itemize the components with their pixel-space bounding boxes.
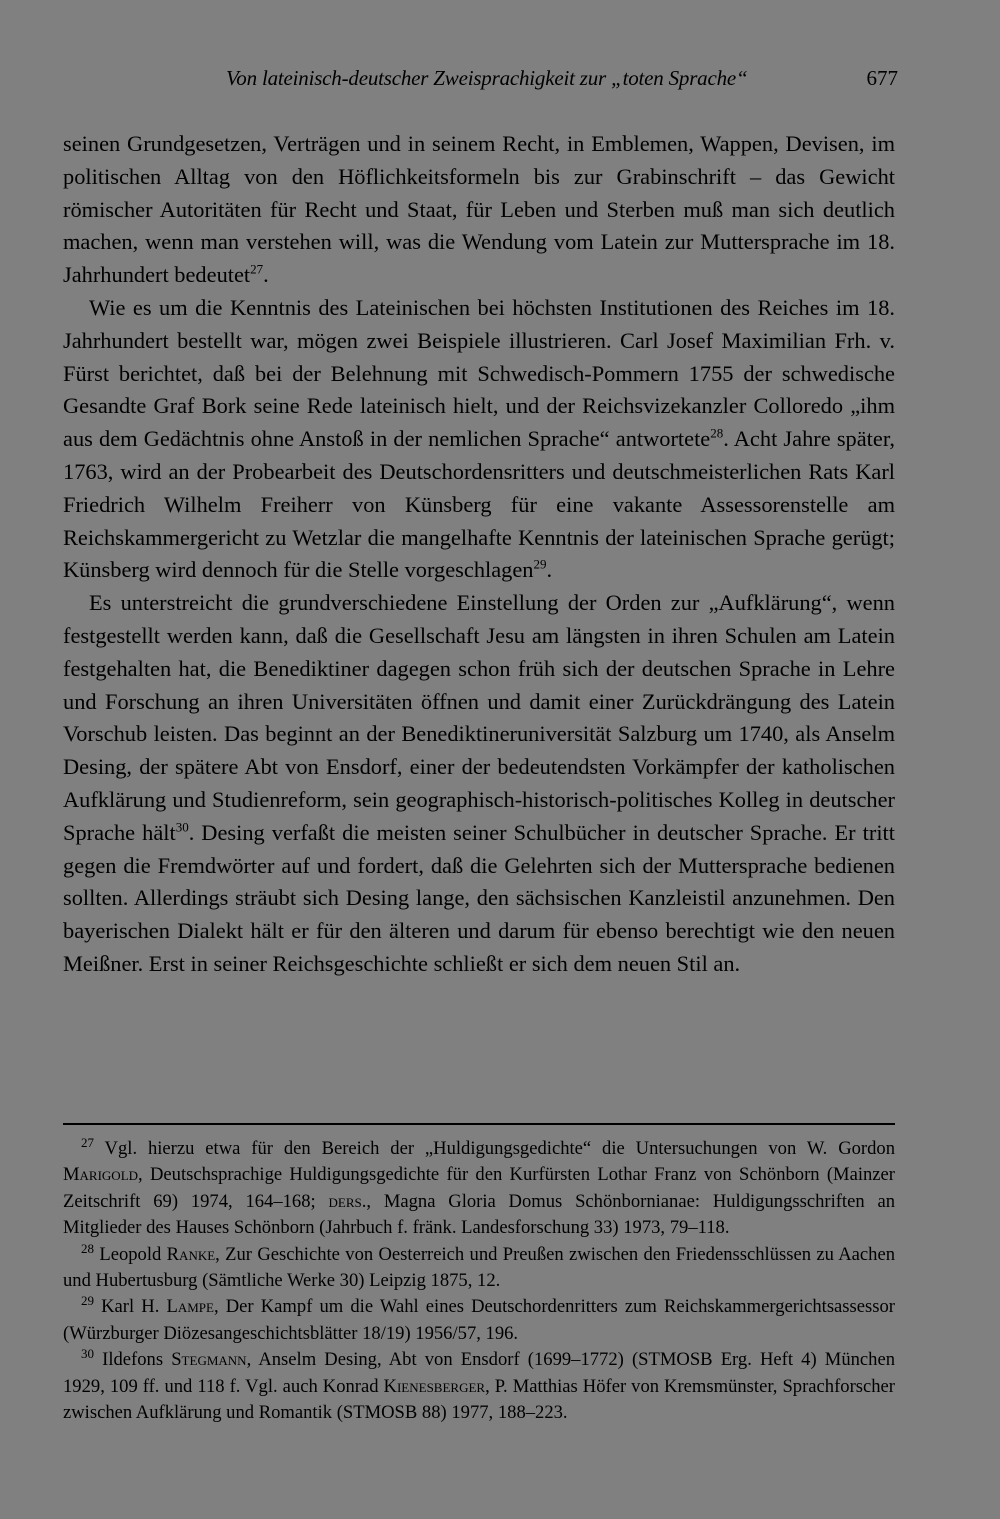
footnote-divider (63, 1123, 895, 1125)
footnote-ref: 29 (533, 556, 547, 572)
footnote-30 (63, 1347, 895, 1426)
author-name: Kienesberger (383, 1375, 486, 1397)
paragraph (63, 128, 895, 292)
footnote-text: Leopold (99, 1243, 167, 1265)
footnote-text: , P. Matthias Höfer von Kremsmünster, Sprachforscher zwischen Aufklärung und Romantik (STMOSB 88) 1977, 188–223. (63, 1375, 895, 1424)
footnote-text: Vgl. hierzu etwa für den Bereich der „Huldigungsgedichte“ die Untersuchungen von W. Gordon (104, 1138, 895, 1159)
footnote-ref: 27 (250, 261, 264, 277)
footnote-ref: 30 (175, 819, 189, 835)
author-name: ders. (328, 1190, 367, 1212)
footnote-text: , Zur Geschichte von Oesterreich und Preußen zwischen den Friedensschlüssen zu Aachen und Hubertusburg (Sämtliche Werke 30) Leipzig 1875, 12. (63, 1243, 895, 1292)
text-segment: Wie es um die Kenntnis des Lateinischen bei höchsten Institutionen des Reiches im 18. Jahrhundert bestellt war, mögen zwei Beispiele illustrieren. Carl Josef Maximilian Frh. v. Fürst berichtet, daß bei der Belehnung mit Schwedisch-Pommern 1755 der schwedische Gesandte Graf Bork seine Rede lateinisch hielt, und der Reichsvizekanzler Colloredo „ihm aus dem Gedächtnis ohne Anstoß in der nemlichen Sprache“ antwortete (63, 294, 895, 452)
paragraph (63, 292, 895, 587)
text-segment: . (263, 262, 269, 288)
running-title: Von lateinisch-deutscher Zweisprachigkeit zur „toten Sprache“ (226, 66, 748, 90)
paragraph (63, 587, 895, 981)
footnote-text: Ildefons (102, 1349, 172, 1371)
footnote-text: , Deutschsprachige Huldigungsgedichte für den Kurfürsten Lothar Franz von Schönborn (Mainzer Zeitschrift 69) 1974, 164–168; (63, 1164, 895, 1212)
footnote-27 (63, 1136, 895, 1242)
author-name: Lampe (166, 1296, 214, 1318)
footnote-text: Karl H. (101, 1296, 167, 1318)
main-text (63, 128, 895, 981)
text-segment: . Desing verfaßt die meisten seiner Schulbücher in deutscher Sprache. Er tritt gegen die Fremdwörter auf und fordert, daß die Gelehrten sich der Muttersprache bedienen sollten. Allerdings sträubt sich Desing lange, den sächsischen Kanzleistil anzunehmen. Den bayerischen Dialekt hält er für den älteren und darum für ebenso berechtigt wie den neuen Meißner. Erst in seiner Reichsgeschichte schließt er sich dem neuen Stil an. (63, 819, 895, 976)
text-segment: . Acht Jahre später, 1763, wird an der Probearbeit des Deutschordensritters und deutschmeisterlichen Rats Karl Friedrich Wilhelm Freiherr von Künsberg für eine vakante Assessorenstelle am Reichskammergericht zu Wetzlar die mangelhafte Kenntnis der lateinischen Sprache gerügt; Künsberg wird dennoch für die Stelle vorgeschlagen (63, 426, 895, 583)
text-segment: seinen Grundgesetzen, Verträgen und in seinem Recht, in Emblemen, Wappen, Devisen, im politischen Alltag von den Höflichkeitsformeln bis zur Grabinschrift – das Gewicht römischer Autoritäten für Recht und Staat, für Leben und Sterben muß man sich deutlich machen, wenn man verstehen will, was die Wendung vom Latein zur Muttersprache im 18. Jahrhundert bedeutet (63, 131, 895, 288)
footnote-28 (63, 1242, 895, 1295)
author-name: Marigold (63, 1164, 139, 1186)
footnote-29 (63, 1294, 895, 1347)
footnote-ref: 28 (710, 425, 724, 441)
text-segment: . (546, 557, 553, 583)
footnote-text: , Der Kampf um die Wahl eines Deutschordenritters zum Reichskammergerichtsassessor (Würzburger Diözesangeschichtsblätter 18/19) 1956/57, 196. (63, 1296, 895, 1344)
text-segment: Es unterstreicht die grundverschiedene Einstellung der Orden zur „Aufklärung“, wenn festgestellt werden kann, daß die Gesellschaft Jesu am längsten in ihren Schulen am Latein festgehalten hat, die Benediktiner dagegen schon früh sich der deutschen Sprache in Lehre und Forschung an ihren Universitäten öffnen und damit einer Zurückdrängung des Latein Vorschub leisten. Das beginnt an der Benediktineruniversität Salzburg um 1740, als Anselm Desing, der spätere Abt von Ensdorf, einer der bedeutendsten Vorkämpfer der katholischen Aufklärung und Studienreform, sein geographisch-historisch-politisches Kolleg in deutscher Sprache hält (63, 590, 895, 845)
page-number: 677 (866, 66, 898, 90)
author-name: Stegmann (171, 1349, 247, 1371)
footnote-text: , Anselm Desing, Abt von Ensdorf (1699–1772) (STMOSB Erg. Heft 4) München 1929, 109 ff. und 118 f. Vgl. auch Konrad (63, 1349, 896, 1397)
footnote-number: 27 (81, 1134, 94, 1150)
footnote-number: 29 (81, 1293, 94, 1309)
footnotes (63, 1136, 895, 1426)
footnote-text: , Magna Gloria Domus Schönbornianae: Huldigungsschriften an Mitglieder des Hauses Schönborn (Jahrbuch f. fränk. Landesforschung 33) 1973, 79–118. (63, 1190, 895, 1239)
author-name: Ranke (166, 1243, 216, 1265)
footnote-number: 28 (81, 1240, 94, 1256)
running-head (226, 66, 898, 100)
footnote-number: 30 (81, 1346, 94, 1362)
